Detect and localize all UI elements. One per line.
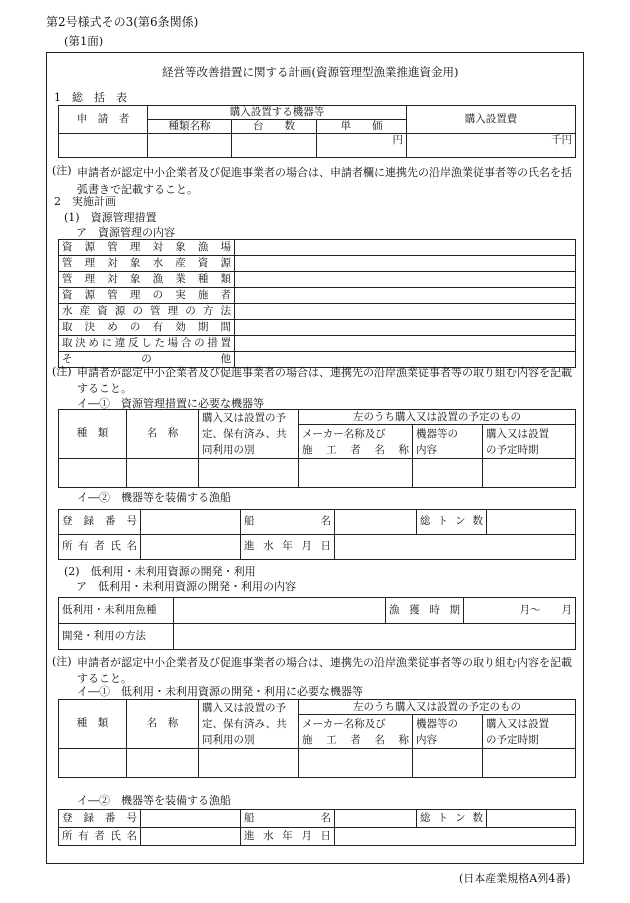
resource-row-label: 取決めの有効期間 xyxy=(59,320,235,336)
section2-note-a: 申請者が認定中小企業者及び促進事業者の場合は、連携先の沿岸漁業従事者等の取り組む内容を記載すること。 xyxy=(77,366,572,395)
ship-name-cell[interactable] xyxy=(335,810,417,828)
note-mark: (注) xyxy=(52,164,72,177)
season-label: 漁獲時期 xyxy=(386,598,464,624)
resource-row-value[interactable] xyxy=(235,256,576,272)
gross-ton-cell[interactable] xyxy=(487,810,576,828)
section2-heading: 2 実施計画 xyxy=(54,195,116,208)
equipment-group-header: 購入設置する機器等 xyxy=(148,106,407,120)
cost-header: 購入設置費 xyxy=(407,106,576,134)
timing-header: 購入又は設置 の予定時期 xyxy=(483,425,576,459)
name-header: 名 称 xyxy=(127,410,199,459)
species-cell[interactable] xyxy=(174,598,386,624)
maker-cell[interactable] xyxy=(299,749,413,778)
equipment-table-1 xyxy=(58,409,576,488)
summary-table xyxy=(58,105,576,158)
owner-label: 所有者氏名 xyxy=(59,828,141,846)
vessel-table-1 xyxy=(58,509,576,560)
kind-cell[interactable] xyxy=(59,459,127,488)
page-label: (第1面) xyxy=(64,34,104,48)
resource-row-value[interactable] xyxy=(235,288,576,304)
kind-header: 種 類 xyxy=(59,700,127,749)
name-cell[interactable] xyxy=(127,749,199,778)
reg-no-cell[interactable] xyxy=(141,810,241,828)
launch-date-cell[interactable] xyxy=(335,535,576,560)
timing-cell[interactable] xyxy=(483,459,576,488)
owner-cell[interactable] xyxy=(141,535,241,560)
ship-name-label: 船 名 xyxy=(241,510,335,535)
name-cell[interactable] xyxy=(127,459,199,488)
type-name-header: 種類名称 xyxy=(148,120,232,134)
resource-management-table xyxy=(58,239,576,368)
reg-no-label: 登 録 番 号 xyxy=(59,510,141,535)
reg-no-cell[interactable] xyxy=(141,510,241,535)
paper-standard: (日本産業規格A列4番) xyxy=(459,872,571,885)
reg-no-label: 登 録 番 号 xyxy=(59,810,141,828)
section2-note-b: 申請者が認定中小企業者及び促進事業者の場合は、連携先の沿岸漁業従事者等の取り組む内容を記載すること。 xyxy=(77,656,572,685)
purchase-type-header: 購入又は設置の予定、保有済み、共同利用の別 xyxy=(199,410,299,459)
count-cell[interactable] xyxy=(232,134,317,158)
timing-header: 購入又は設置 の予定時期 xyxy=(483,715,576,749)
maker-header: メーカー名称及び 施工者名称 xyxy=(299,715,413,749)
planned-group-header: 左のうち購入又は設置の予定のもの xyxy=(299,700,576,715)
resource-row-label: 管理対象水産資源 xyxy=(59,256,235,272)
ship-name-cell[interactable] xyxy=(335,510,417,535)
section1-heading: 1 総 括 表 xyxy=(54,91,127,104)
resource-row-value[interactable] xyxy=(235,272,576,288)
form-title: 経営等改善措置に関する計画(資源管理型漁業推進資金用) xyxy=(162,65,459,79)
section1-note: 申請者が認定中小企業者及び促進事業者の場合は、申請者欄に連携先の沿岸漁業従事者等の氏名を括弧書きで記載すること。 xyxy=(77,166,572,196)
maker-cell[interactable] xyxy=(299,459,413,488)
sub2b2-heading: イ―② 機器等を装備する漁船 xyxy=(77,794,231,807)
sub2a-heading: ア 低利用・未利用資源の開発・利用の内容 xyxy=(76,580,296,593)
resource-row-label: 資源管理の実施者 xyxy=(59,288,235,304)
resource-row-label: 取決めに違反した場合の措置 xyxy=(59,336,235,352)
unit-price-header: 単 価 xyxy=(317,120,407,134)
resource-row-label: 管理対象漁業種類 xyxy=(59,272,235,288)
gross-ton-label: 総トン数 xyxy=(417,510,487,535)
planned-group-header: 左のうち購入又は設置の予定のもの xyxy=(299,410,576,425)
resource-row-label: 資源管理対象漁場 xyxy=(59,240,235,256)
applicant-cell[interactable] xyxy=(59,134,148,158)
gross-ton-cell[interactable] xyxy=(487,510,576,535)
owner-cell[interactable] xyxy=(141,828,241,846)
purchase-type-cell[interactable] xyxy=(199,459,299,488)
sub1b1-heading: イ―① 資源管理措置に必要な機器等 xyxy=(77,397,264,410)
content-header: 機器等の 内容 xyxy=(413,715,483,749)
count-header: 台 数 xyxy=(232,120,317,134)
purchase-type-header: 購入又は設置の予定、保有済み、共同利用の別 xyxy=(199,700,299,749)
sub2b1-heading: イ―① 低利用・未利用資源の開発・利用に必要な機器等 xyxy=(77,685,363,698)
resource-row-value[interactable] xyxy=(235,304,576,320)
sub1-heading: (1) 資源管理措置 xyxy=(64,211,157,224)
season-cell[interactable]: 月〜 月 xyxy=(464,598,576,624)
resource-row-value[interactable] xyxy=(235,240,576,256)
sub1b2-heading: イ―② 機器等を装備する漁船 xyxy=(77,491,231,504)
equipment-table-2 xyxy=(58,699,576,778)
resource-row-label: 水産資源の管理の方法 xyxy=(59,304,235,320)
timing-cell[interactable] xyxy=(483,749,576,778)
ship-name-label: 船 名 xyxy=(241,810,335,828)
unit-price-cell[interactable]: 円 xyxy=(317,134,407,158)
sub2-heading: (2) 低利用・未利用資源の開発・利用 xyxy=(64,565,256,578)
kind-cell[interactable] xyxy=(59,749,127,778)
kind-header: 種 類 xyxy=(59,410,127,459)
vessel-table-2 xyxy=(58,809,576,846)
resource-row-label: そ の 他 xyxy=(59,352,235,368)
maker-header: メーカー名称及び 施工者名称 xyxy=(299,425,413,459)
method-cell[interactable] xyxy=(174,624,576,650)
low-use-table xyxy=(58,597,576,650)
content-cell[interactable] xyxy=(413,459,483,488)
launch-date-cell[interactable] xyxy=(335,828,576,846)
content-header: 機器等の 内容 xyxy=(413,425,483,459)
resource-row-value[interactable] xyxy=(235,336,576,352)
resource-row-value[interactable] xyxy=(235,320,576,336)
applicant-header: 申 請 者 xyxy=(59,106,148,134)
note-mark: (注) xyxy=(52,365,72,378)
launch-date-label: 進水年月日 xyxy=(241,828,335,846)
owner-label: 所有者氏名 xyxy=(59,535,141,560)
gross-ton-label: 総トン数 xyxy=(417,810,487,828)
name-header: 名 称 xyxy=(127,700,199,749)
type-name-cell[interactable] xyxy=(148,134,232,158)
purchase-type-cell[interactable] xyxy=(199,749,299,778)
sub1a-heading: ア 資源管理の内容 xyxy=(76,226,175,239)
cost-cell[interactable]: 千円 xyxy=(407,134,576,158)
note-mark: (注) xyxy=(52,655,72,668)
content-cell[interactable] xyxy=(413,749,483,778)
launch-date-label: 進水年月日 xyxy=(241,535,335,560)
method-label: 開発・利用の方法 xyxy=(59,624,174,650)
form-number: 第2号様式その3(第6条関係) xyxy=(46,15,199,29)
species-label: 低利用・未利用魚種 xyxy=(59,598,174,624)
